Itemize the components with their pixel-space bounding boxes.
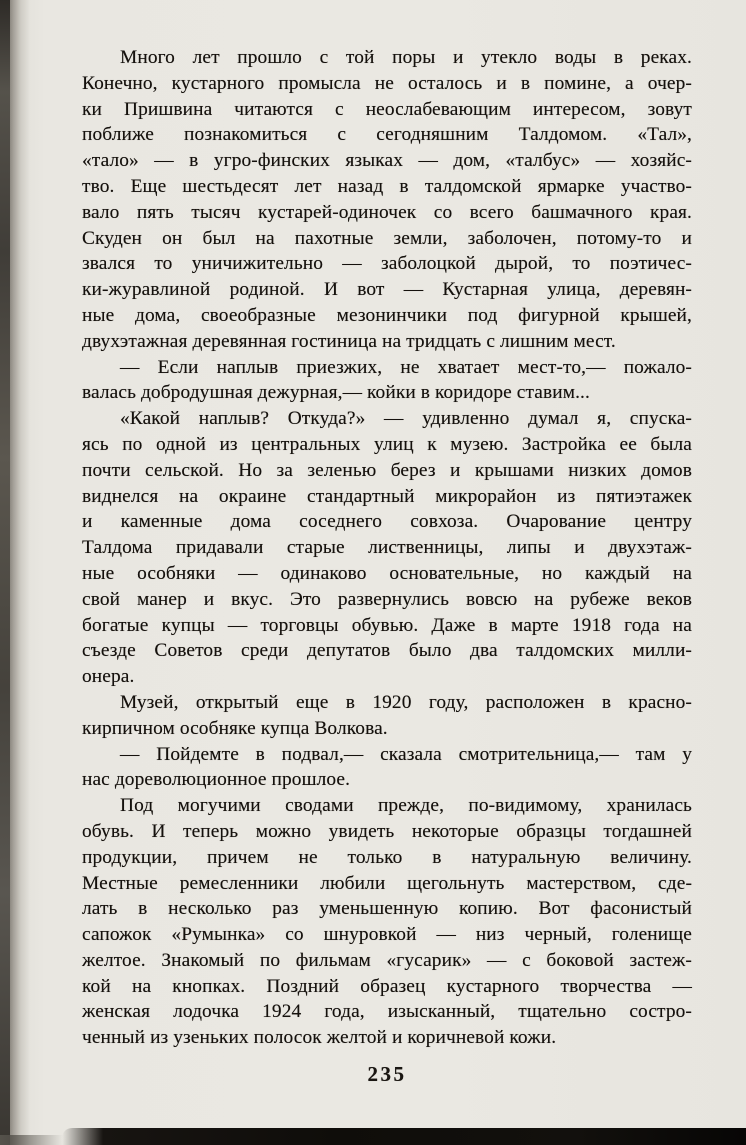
- text-line: — Пойдемте в подвал,— сказала смотрительница,— там у: [120, 743, 692, 765]
- text-line: Музей, открытый еще в 1920 году, расположен в красно-: [120, 691, 692, 713]
- text-line: Местные ремесленники любили щегольнуть мастерством, сде-: [82, 872, 692, 894]
- text-line: ясь по одной из центральных улиц к музею. Застройка ее была: [82, 433, 692, 455]
- text-line: «Какой наплыв? Откуда?» — удивленно думал я, спуска-: [120, 408, 692, 430]
- binding-shadow: [0, 0, 30, 1145]
- text-line: онера.: [82, 666, 135, 688]
- text-line: продукции, причем не только в натуральную величину.: [82, 846, 692, 868]
- page-number: 235: [367, 1062, 407, 1086]
- text-line: почти сельской. Но за зеленью берез и крышами низких домов: [82, 459, 692, 481]
- text-line: нас дореволюционное прошлое.: [82, 769, 351, 791]
- text-line: Талдома придавали старые лиственницы, липы и двухэтаж-: [82, 537, 692, 559]
- text-line: богатые купцы — торговцы обувью. Даже в марте 1918 года на: [82, 614, 692, 636]
- text-line: обувь. И теперь можно увидеть некоторые образцы тогдашней: [82, 820, 692, 842]
- text-line: ные дома, своеобразные мезонинчики под фигурной крышей,: [82, 304, 692, 326]
- text-line: звался то уничижительно — заболоцкой дырой, то поэтичес-: [82, 253, 692, 275]
- text-line: «тало» — в угро-финских языках — дом, «талбус» — хозяйс-: [82, 150, 692, 172]
- text-line: виднелся на окраине стандартный микрорайон из пятиэтажек: [82, 485, 692, 507]
- text-line: кой на кнопках. Поздний образец кустарного творчества —: [82, 975, 692, 997]
- text-line: ченный из узеньких полосок желтой и коричневой кожи.: [82, 1027, 557, 1049]
- text-line: женская лодочка 1924 года, изысканный, тщательно состро-: [82, 1001, 692, 1023]
- text-line: ные особняки — одинаково основательные, но каждый на: [82, 562, 692, 584]
- text-line: Много лет прошло с той поры и утекло воды в реках.: [120, 47, 692, 68]
- text-line: поближе познакомиться с сегодняшним Талдомом. «Тал»,: [82, 124, 692, 146]
- text-line: и каменные дома соседнего совхоза. Очарование центру: [82, 511, 692, 533]
- text-line: Под могучими сводами прежде, по-видимому, хранилась: [120, 795, 692, 817]
- text-line: сапожок «Румынка» со шнуровкой — низ черный, голенище: [82, 924, 692, 946]
- text-line: желтое. Знакомый по фильмам «гусарик» — с боковой застеж-: [82, 949, 692, 971]
- text-line: Конечно, кустарного промысла не осталось и в помине, а очер-: [82, 72, 692, 94]
- text-line: двухэтажная деревянная гостиница на тридцать с лишним мест.: [82, 330, 616, 352]
- text-line: тво. Еще шестьдесят лет назад в талдомской ярмарке участво-: [82, 175, 692, 197]
- text-line: ки-журавлиной родиной. И вот — Кустарная улица, деревян-: [82, 279, 692, 301]
- text-line: съезде Советов среди депутатов было два талдомских милли-: [82, 640, 692, 662]
- scan-bottom-edge-left: [0, 1135, 70, 1145]
- text-line: свой манер и вкус. Это развернулись вовсю на рубеже веков: [82, 588, 692, 610]
- page-text: [82, 45, 692, 1051]
- text-line: ки Пришвина читаются с неослабевающим интересом, зовут: [82, 98, 692, 120]
- scan-bottom-edge: [62, 1128, 746, 1145]
- text-line: — Если наплыв приезжих, не хватает мест-то,— пожало-: [120, 356, 692, 378]
- text-line: валась добродушная дежурная,— койки в коридоре ставим...: [82, 382, 590, 404]
- text-line: вало пять тысяч кустарей-одиночек со всего башмачного края.: [82, 201, 692, 223]
- text-line: лать в несколько раз уменьшенную копию. Вот фасонистый: [82, 898, 692, 920]
- text-line: Скуден он был на пахотные земли, заболочен, потому-то и: [82, 227, 692, 249]
- text-line: кирпичном особняке купца Волкова.: [82, 717, 388, 739]
